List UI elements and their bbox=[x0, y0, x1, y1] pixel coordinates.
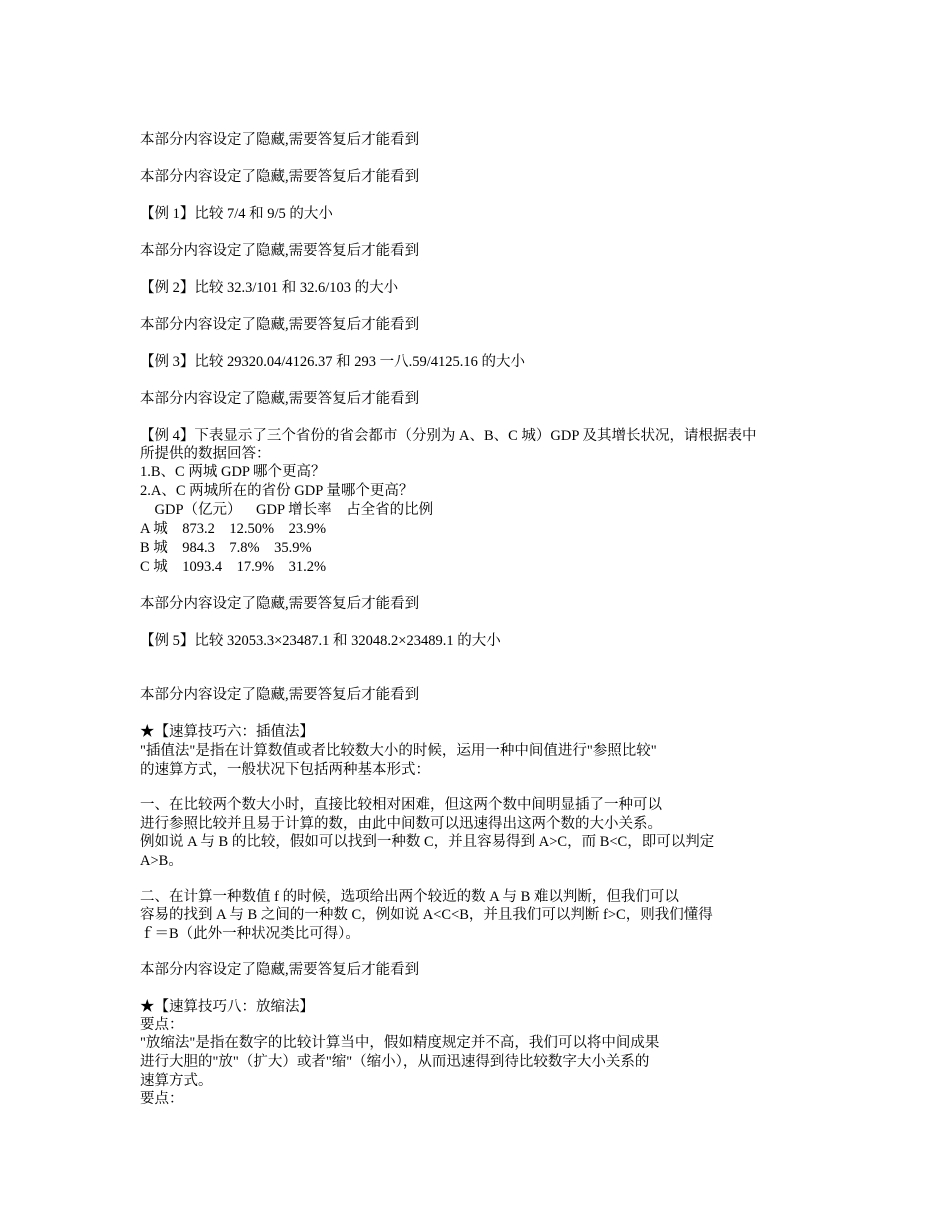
hidden-content-notice: 本部分内容设定了隐藏,需要答复后才能看到 bbox=[140, 169, 420, 185]
example-3-heading: 【例 3】比较 29320.04/4126.37 和 293 一八.59/4125.16 的大小 bbox=[140, 354, 526, 370]
technique-6-heading: ★【速算技巧六：插值法】 bbox=[140, 724, 314, 740]
technique-6-form-1: 进行参照比较并且易于计算的数，由此中间数可以迅速得出这两个数的大小关系。 bbox=[140, 816, 662, 832]
gdp-table-header: GDP（亿元） GDP 增长率 占全省的比例 bbox=[140, 502, 434, 518]
hidden-content-notice: 本部分内容设定了隐藏,需要答复后才能看到 bbox=[140, 962, 420, 978]
hidden-content-notice: 本部分内容设定了隐藏,需要答复后才能看到 bbox=[140, 132, 420, 148]
technique-8-key-points-label: 要点： bbox=[140, 1091, 184, 1107]
technique-6-form-1: 例如说 A 与 B 的比较，假如可以找到一种数 C，并且容易得到 A>C，而 B<C，即可以判定 bbox=[140, 834, 715, 850]
technique-8-paragraph: 速算方式。 bbox=[140, 1073, 213, 1089]
technique-6-form-2: 二、在计算一种数值 f 的时候，选项给出两个较近的数 A 与 B 难以判断，但我们可以 bbox=[140, 889, 679, 905]
hidden-content-notice: 本部分内容设定了隐藏,需要答复后才能看到 bbox=[140, 391, 420, 407]
hidden-content-notice: 本部分内容设定了隐藏,需要答复后才能看到 bbox=[140, 596, 420, 612]
example-2-heading: 【例 2】比较 32.3/101 和 32.6/103 的大小 bbox=[140, 280, 399, 296]
technique-6-form-2: ｆ＝B（此外一种状况类比可得）。 bbox=[140, 926, 360, 942]
hidden-content-notice: 本部分内容设定了隐藏,需要答复后才能看到 bbox=[140, 243, 420, 259]
technique-8-heading: ★【速算技巧八：放缩法】 bbox=[140, 999, 314, 1015]
example-5-heading: 【例 5】比较 32053.3×23487.1 和 32048.2×23489.1 的大小 bbox=[140, 633, 501, 649]
gdp-table-row-a: A 城 873.2 12.50% 23.9% bbox=[140, 521, 327, 537]
example-4-heading: 【例 4】下表显示了三个省份的省会都市（分别为 A、B、C 城）GDP 及其增长状况，请根据表中 bbox=[140, 428, 757, 444]
gdp-table-row-c: C 城 1093.4 17.9% 31.2% bbox=[140, 559, 327, 575]
hidden-content-notice: 本部分内容设定了隐藏,需要答复后才能看到 bbox=[140, 687, 420, 703]
technique-8-key-points-label: 要点： bbox=[140, 1017, 184, 1033]
technique-6-form-2: 容易的找到 A 与 B 之间的一种数 C，例如说 A<C<B，并且我们可以判断 f>C，则我们懂得 bbox=[140, 907, 713, 923]
technique-6-form-1: 一、在比较两个数大小时，直接比较相对困难，但这两个数中间明显插了一种可以 bbox=[140, 797, 662, 813]
gdp-table-row-b: B 城 984.3 7.8% 35.9% bbox=[140, 540, 312, 556]
technique-8-paragraph: 进行大胆的"放"（扩大）或者"缩"（缩小），从而迅速得到待比较数字大小关系的 bbox=[140, 1054, 650, 1070]
technique-6-paragraph: 的速算方式，一般状况下包括两种基本形式： bbox=[140, 762, 430, 778]
hidden-content-notice: 本部分内容设定了隐藏,需要答复后才能看到 bbox=[140, 317, 420, 333]
technique-8-paragraph: "放缩法"是指在数字的比较计算当中，假如精度规定并不高，我们可以将中间成果 bbox=[140, 1035, 660, 1051]
example-1-heading: 【例 1】比较 7/4 和 9/5 的大小 bbox=[140, 206, 333, 222]
technique-6-paragraph: "插值法"是指在计算数值或者比较数大小的时候，运用一种中间值进行"参照比较" bbox=[140, 743, 657, 759]
example-4-text: 所提供的数据回答： bbox=[140, 446, 271, 462]
technique-6-form-1: A>B。 bbox=[140, 853, 183, 869]
example-4-question-1: 1.B、C 两城 GDP 哪个更高？ bbox=[140, 464, 326, 480]
example-4-question-2: 2.A、C 两城所在的省份 GDP 量哪个更高？ bbox=[140, 483, 414, 499]
